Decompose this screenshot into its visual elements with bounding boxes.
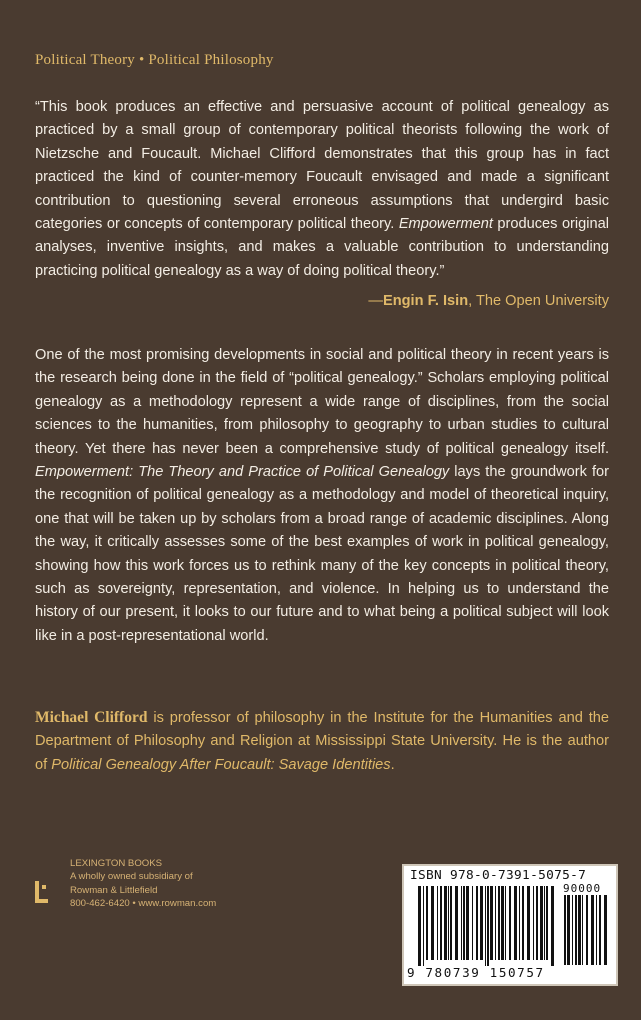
barcode-bar: [423, 886, 424, 966]
barcode-bar: [448, 886, 449, 960]
quote-text-part-2: produces original analyses, inventive insights, and makes a valuable contribution to understanding practicing political genealogy as a way of doing political theory.”: [35, 216, 609, 279]
barcode-bar: [444, 886, 447, 960]
barcode-bar: [495, 886, 496, 960]
barcode-bar: [426, 886, 428, 960]
barcode-bar: [536, 886, 538, 960]
barcode-bar: [461, 886, 462, 960]
barcode-bar: [450, 886, 452, 960]
barcode-bar: [582, 895, 583, 965]
publisher-logo-icon: [35, 881, 49, 903]
barcode-bar: [440, 886, 442, 960]
barcode-bar: [476, 886, 478, 960]
author-bio-text: is professor of philosophy in the Institute for the Humanities and the Department of Philosophy and Religion at Mississippi State University. He is the author of: [35, 710, 609, 773]
barcode-bar: [519, 886, 520, 960]
barcode-bar: [463, 886, 465, 960]
quote-book-title: Empowerment: [398, 216, 493, 233]
barcode-bar: [551, 886, 554, 966]
barcode-bar: [455, 886, 458, 960]
attribution-affiliation: , The Open University: [468, 293, 609, 309]
description-part-2: lays the groundwork for the recognition of political genealogy as a methodology and model of theoretical inquiry, one that will be taken up by scholars from a broad range of academic disciplines. Along the way, it critically assesses some of the best examples of work in political genealogy, showing how this work forces us to rethink many of the key concepts in political theory, such as sovereignty, representation, and violence. In helping us to understand the history of our present, it looks to our future and to what being a political subject will look like in a post-representational world.: [35, 464, 609, 644]
barcode-bar: [572, 895, 573, 965]
barcode-bar: [596, 895, 597, 965]
book-description: [35, 344, 609, 648]
barcode-bar: [466, 886, 469, 960]
barcode-bar: [490, 886, 493, 960]
barcode-bar: [487, 886, 489, 966]
publisher-contact: 800-462-6420 • www.rowman.com: [70, 898, 217, 910]
barcode-bar: [604, 895, 607, 965]
barcode-bar: [505, 886, 506, 960]
publisher-parent: Rowman & Littlefield: [70, 884, 158, 896]
barcode-bar: [540, 886, 543, 960]
barcode-bar: [472, 886, 473, 960]
publisher-block: [35, 857, 216, 911]
author-previous-book: Political Genealogy After Foucault: Savage Identities: [51, 756, 391, 773]
isbn-barcode: [402, 864, 618, 986]
barcode-bar: [527, 886, 530, 960]
endorsement-quote: [35, 96, 609, 283]
publisher-name: LEXINGTON BOOKS: [70, 858, 163, 869]
quote-text-part-1: “This book produces an effective and persuasive account of political genealogy as practiced by a small group of contemporary political theorists following the work of Nietzsche and Foucault. Michael Clifford demonstrates that this group has in fact practiced the kind of counter-memory Foucault envisaged and made a significant contribution to questioning several erroneous assumptions that undergird basic categories or concepts of contemporary political theory.: [35, 99, 609, 233]
quote-attribution: [368, 293, 609, 309]
barcode-bar: [437, 886, 438, 960]
barcode-bar: [485, 886, 486, 966]
barcode-bar: [564, 895, 566, 965]
isbn-text: ISBN 978-0-7391-5075-7: [410, 868, 587, 883]
publisher-subsidiary: A wholly owned subsidiary of: [70, 871, 193, 883]
barcode-bar: [599, 895, 601, 965]
barcode-bar: [509, 886, 511, 960]
price-code: 90000: [563, 882, 602, 895]
barcode-bar: [591, 895, 594, 965]
barcode-bar: [514, 886, 517, 960]
barcode-bar: [501, 886, 504, 960]
barcode-bar: [418, 886, 421, 966]
attribution-name: Engin F. Isin: [382, 293, 469, 309]
barcode-bar: [578, 895, 581, 965]
ean-digits: 9 780739 150757: [407, 965, 545, 980]
barcode-bar: [533, 886, 534, 960]
author-bio-end: .: [390, 756, 395, 773]
barcode-bar: [586, 895, 588, 965]
barcode-bar: [544, 886, 545, 960]
description-book-title: Empowerment: The Theory and Practice of Political Genealogy: [35, 464, 450, 481]
barcode-bar: [575, 895, 577, 965]
barcode-bar: [546, 886, 548, 960]
description-part-1: One of the most promising developments in social and political theory in recent years is the research being done in the field of “political genealogy.” Scholars employing political genealogy as a methodology represent a wide range of disciplines, from the social sciences to the humanities, from philosophy to geography to urban studies to cultural theory. Yet there has never been a comprehensive study of political genealogy itself.: [35, 347, 609, 457]
attribution-dash: —: [368, 293, 383, 309]
ean-barcode-bars: [418, 886, 554, 968]
barcode-bar: [522, 886, 524, 960]
addon-barcode-bars: [564, 895, 610, 967]
barcode-bar: [498, 886, 500, 960]
author-name: Michael Clifford: [35, 709, 148, 726]
barcode-bar: [567, 895, 570, 965]
barcode-bar: [431, 886, 434, 960]
author-bio: [35, 706, 609, 777]
publisher-info: [70, 857, 216, 911]
subject-category: Political Theory • Political Philosophy: [35, 52, 274, 68]
barcode-bar: [480, 886, 483, 960]
